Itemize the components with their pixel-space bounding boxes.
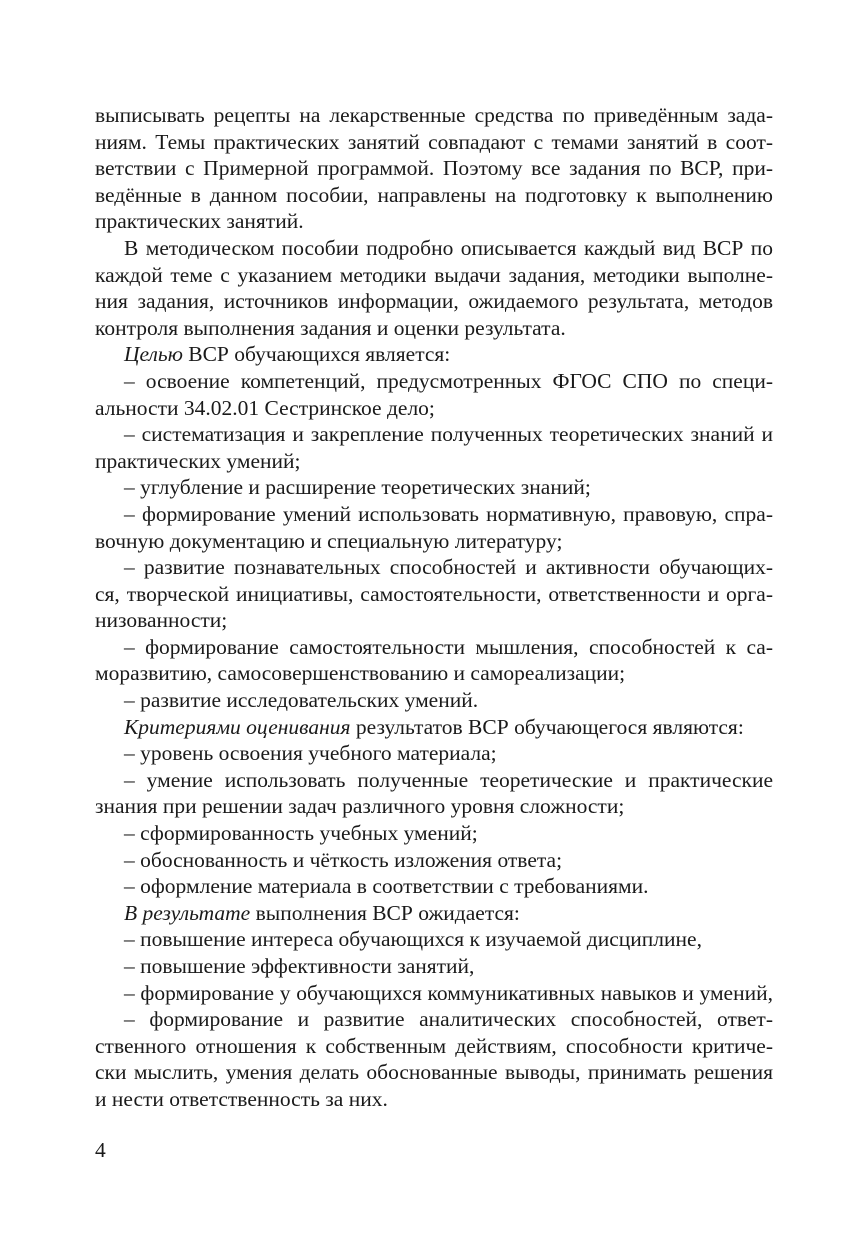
text-line (95, 980, 773, 1007)
text-line (95, 873, 773, 900)
line-text: и нести ответственность за них. (95, 1086, 388, 1111)
text-line (95, 1033, 773, 1060)
line-text: альности 34.02.01 Сестринское дело; (95, 395, 435, 420)
text-line (95, 395, 773, 422)
emphasis-term: В результате (124, 900, 251, 925)
text-line (95, 208, 773, 235)
text-line (95, 1006, 773, 1033)
line-text: – повышение интереса обучающихся к изучаемой дисциплине, (124, 927, 702, 952)
text-line (95, 740, 773, 767)
text-line (95, 793, 773, 820)
line-text: – развитие познавательных способностей и активности обучающих- (124, 555, 773, 580)
text-line (95, 262, 773, 289)
line-text: практических умений; (95, 448, 301, 473)
line-text: выписывать рецепты на лекарственные средства по приведённым зада- (95, 103, 773, 127)
line-text: ски мыслить, умения делать обоснованные выводы, принимать решения (95, 1060, 773, 1085)
text-line (95, 288, 773, 315)
text-line (95, 767, 773, 794)
text-line (95, 368, 773, 395)
line-text: ния задания, источников информации, ожидаемого результата, методов (95, 289, 773, 314)
line-text: практических занятий. (95, 209, 304, 234)
text-line (95, 581, 773, 608)
line-text: – развитие исследовательских умений. (124, 688, 479, 713)
line-text: В методическом пособии подробно описывается каждый вид ВСР по (124, 235, 773, 260)
text-line (95, 607, 773, 634)
line-text: вочную документацию и специальную литературу; (95, 528, 563, 553)
line-text: знания при решении задач различного уровня сложности; (95, 794, 625, 819)
line-text: – формирование умений использовать нормативную, правовую, спра- (124, 501, 773, 526)
text-line (95, 1086, 773, 1113)
line-text: – повышение эффективности занятий, (124, 954, 475, 978)
line-text: ветствии с Примерной программой. Поэтому все задания по ВСР, при- (95, 156, 773, 181)
line-text: – умение использовать полученные теоретические и практические (124, 767, 773, 792)
line-text: ВСР обучающихся является: (182, 342, 451, 367)
text-line (95, 235, 773, 262)
line-text: ведённые в данном пособии, направлены на подготовку к выполнению (95, 182, 773, 207)
text-line (95, 129, 773, 156)
line-text: контроля выполнения задания и оценки результата. (95, 315, 566, 340)
line-text: – оформление материала в соответствии с требованиями. (124, 874, 649, 899)
text-line (95, 634, 773, 661)
line-text: – уровень освоения учебного материала; (124, 741, 497, 766)
text-line (95, 1059, 773, 1086)
line-text: – формирование у обучающихся коммуникативных навыков и умений, (124, 980, 773, 1005)
text-line (95, 474, 773, 501)
text-line (95, 953, 773, 980)
text-line (95, 341, 773, 368)
line-text: – обоснованность и чёткость изложения ответа; (124, 847, 563, 872)
text-line (95, 660, 773, 687)
text-line (95, 900, 773, 927)
text-line (95, 155, 773, 182)
text-line (95, 315, 773, 342)
body-text (95, 102, 773, 1113)
line-text: моразвитию, самосовершенствованию и самореализации; (95, 661, 626, 686)
line-text: – формирование самостоятельности мышления, способностей к са- (124, 634, 773, 659)
line-text: результатов ВСР обучающегося являются: (350, 714, 744, 739)
line-text: выполнения ВСР ожидается: (250, 900, 520, 925)
line-text: – освоение компетенций, предусмотренных ФГОС СПО по специ- (124, 368, 773, 393)
text-line (95, 687, 773, 714)
line-text: – углубление и расширение теоретических знаний; (124, 475, 591, 500)
text-line (95, 182, 773, 209)
line-text: низованности; (95, 608, 228, 633)
text-line (95, 820, 773, 847)
text-line (95, 421, 773, 448)
line-text: – сформированность учебных умений; (124, 821, 478, 846)
line-text: ся, творческой инициативы, самостоятельности, ответственности и орга- (95, 581, 773, 606)
line-text: ственного отношения к собственным действиям, способности критиче- (95, 1033, 773, 1058)
line-text: – формирование и развитие аналитических способностей, ответ- (124, 1007, 773, 1032)
page-number: 4 (95, 1138, 106, 1162)
text-line (95, 501, 773, 528)
emphasis-term: Целью (124, 342, 183, 367)
text-line (95, 926, 773, 953)
text-line (95, 847, 773, 874)
line-text: – систематизация и закрепление полученных теоретических знаний и (124, 422, 773, 447)
text-line (95, 448, 773, 475)
text-line (95, 714, 773, 741)
text-line (95, 554, 773, 581)
text-line (95, 102, 773, 129)
line-text: каждой теме с указанием методики выдачи задания, методики выполне- (95, 262, 773, 287)
line-text: ниям. Темы практических занятий совпадают с темами занятий в соот- (95, 129, 773, 154)
emphasis-term: Критериями оценивания (124, 714, 351, 739)
text-line (95, 528, 773, 555)
